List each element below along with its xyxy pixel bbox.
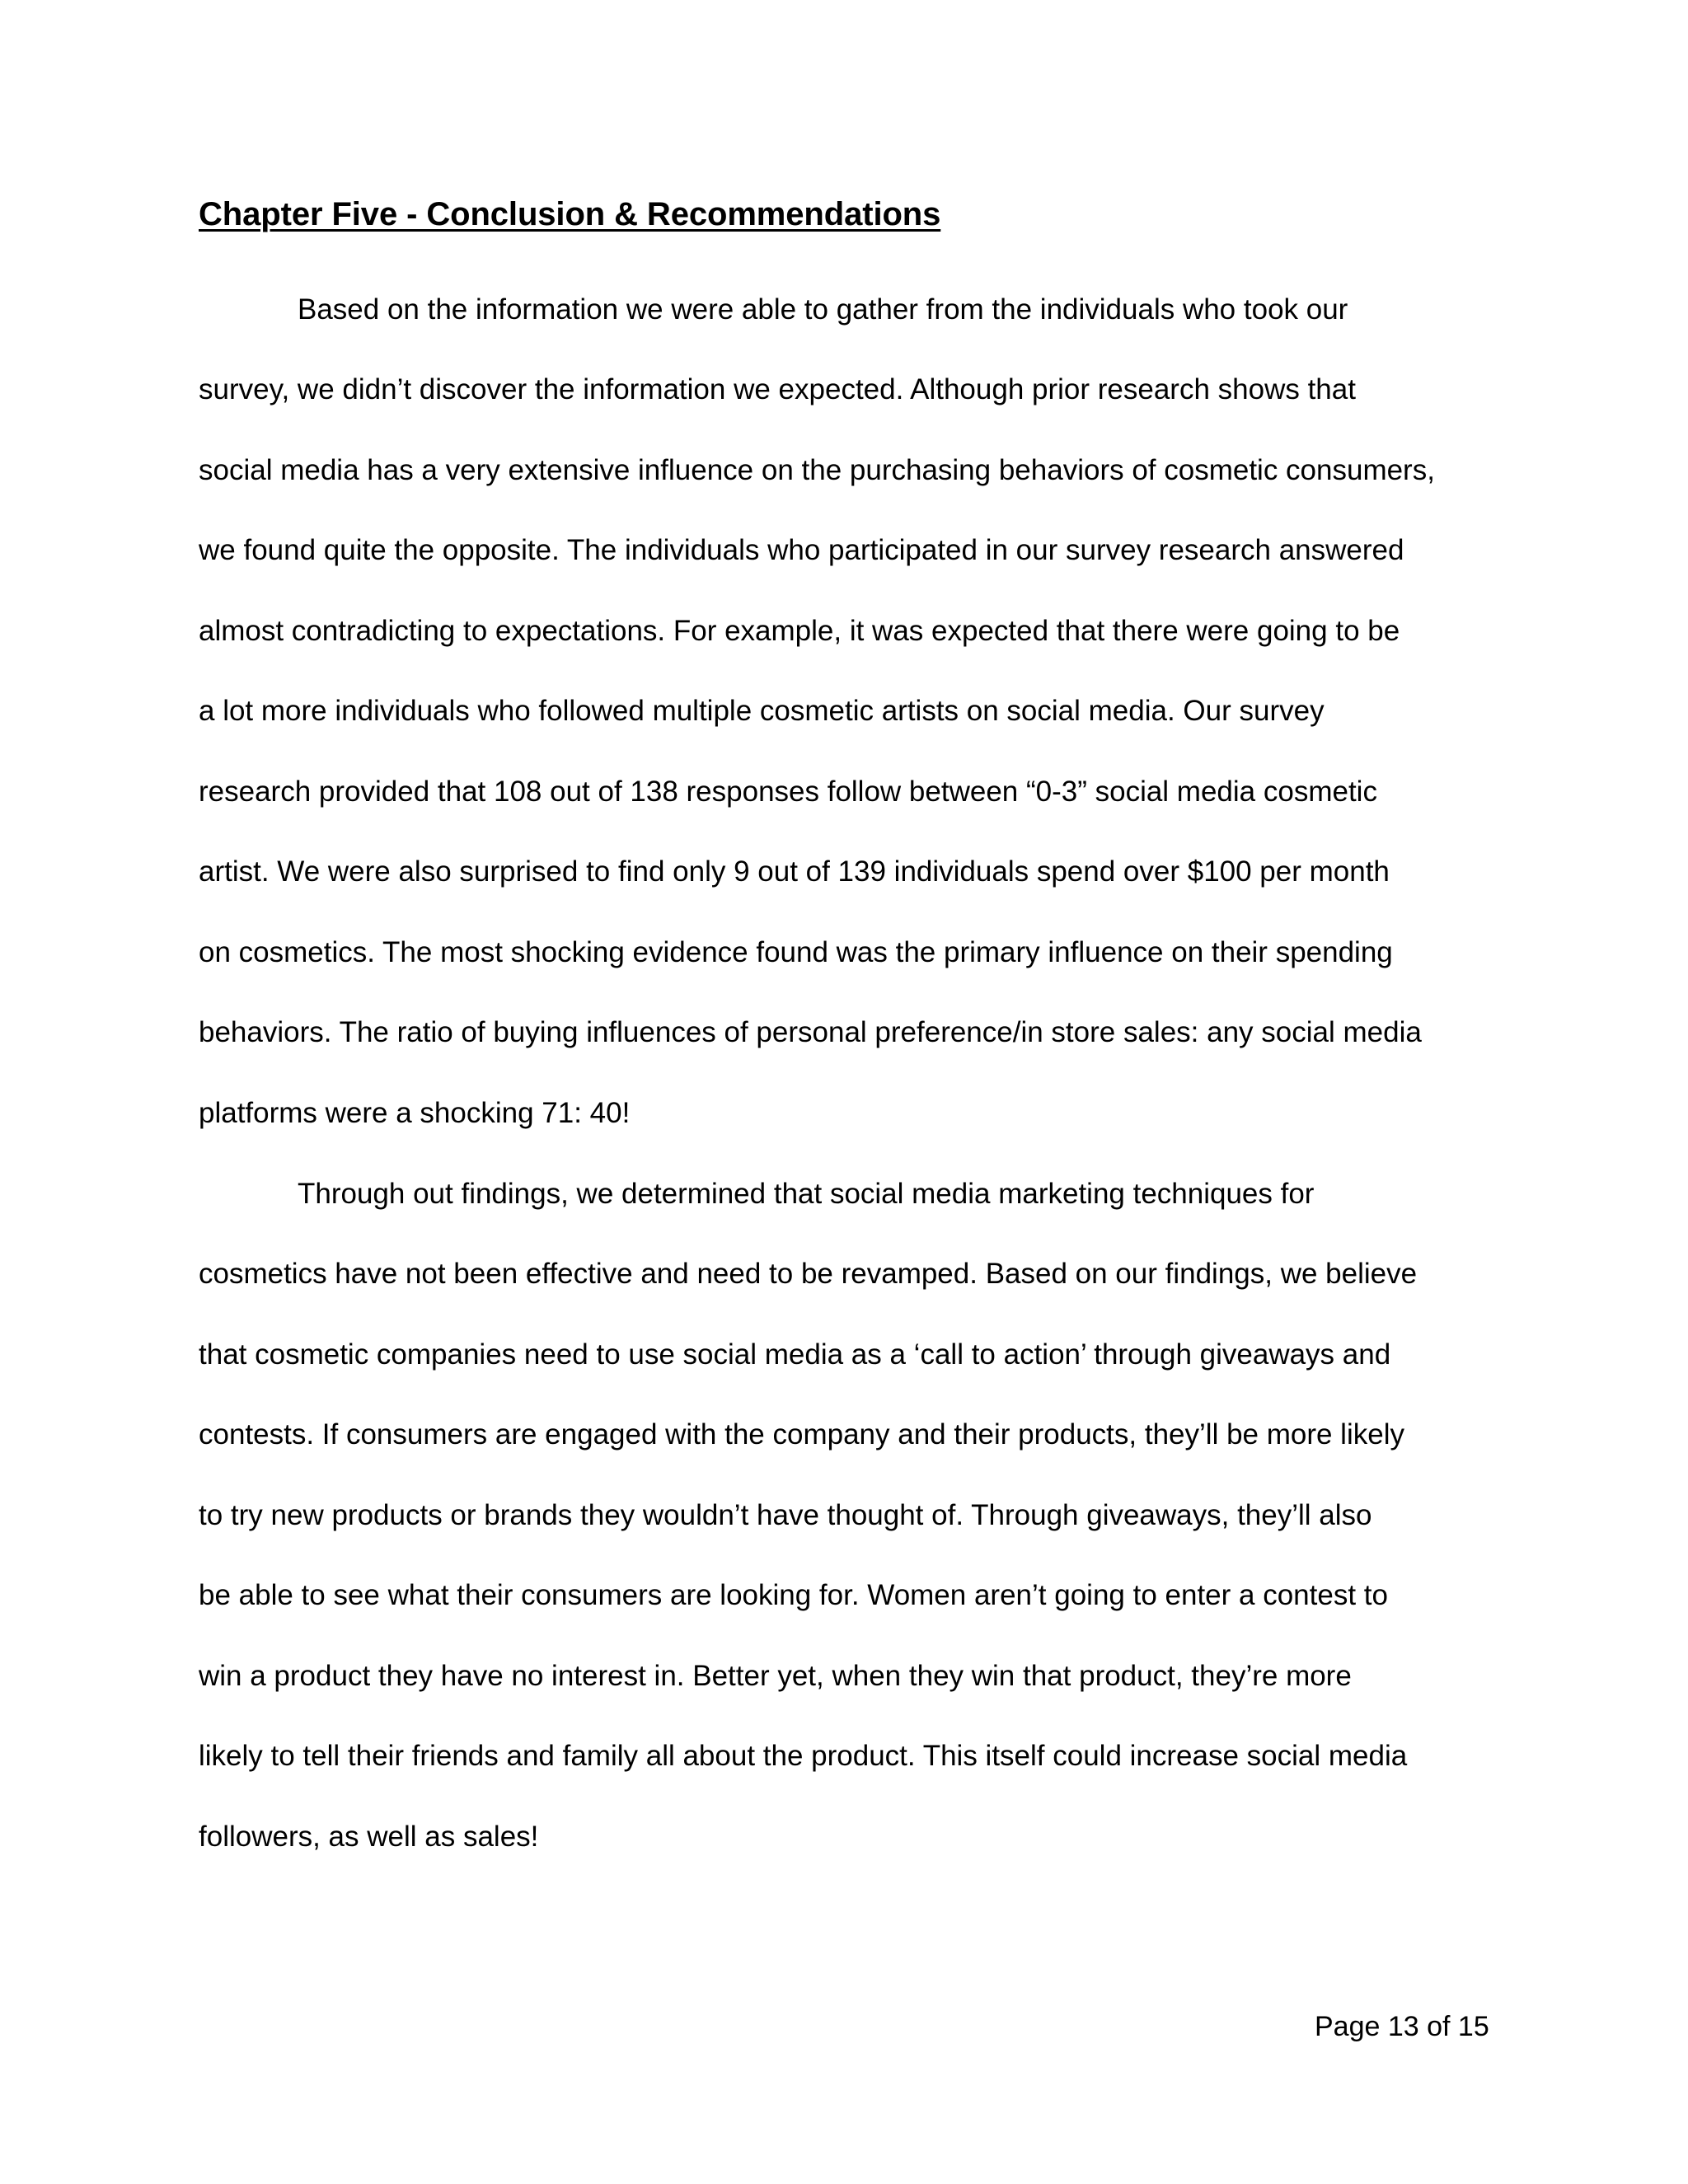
- paragraph-line: a lot more individuals who followed multiple cosmetic artists on social media. Our survey: [199, 695, 1325, 727]
- paragraph-line: on cosmetics. The most shocking evidence found was the primary influence on their spending: [199, 936, 1393, 968]
- chapter-heading: Chapter Five - Conclusion & Recommendations: [199, 196, 941, 232]
- paragraph-line: almost contradicting to expectations. For example, it was expected that there were going to be: [199, 615, 1400, 647]
- paragraph-line: to try new products or brands they wouldn’t have thought of. Through giveaways, they’ll also: [199, 1499, 1372, 1531]
- paragraph-line: that cosmetic companies need to use social media as a ‘call to action’ through giveaways and: [199, 1338, 1391, 1371]
- page-number: Page 13 of 15: [1315, 2011, 1489, 2042]
- paragraph-line: research provided that 108 out of 138 responses follow between “0-3” social media cosmetic: [199, 776, 1377, 808]
- paragraph-line: cosmetics have not been effective and need to be revamped. Based on our findings, we believe: [199, 1258, 1418, 1290]
- paragraph-line: we found quite the opposite. The individuals who participated in our survey research answered: [199, 534, 1404, 566]
- paragraph-line: platforms were a shocking 71: 40!: [199, 1097, 631, 1129]
- paragraph-line: artist. We were also surprised to find only 9 out of 139 individuals spend over $100 per month: [199, 855, 1390, 888]
- paragraph-line: likely to tell their friends and family all about the product. This itself could increase social media: [199, 1740, 1408, 1772]
- paragraph-line: followers, as well as sales!: [199, 1821, 539, 1853]
- paragraph-line: survey, we didn’t discover the information we expected. Although prior research shows that: [199, 373, 1356, 405]
- paragraph-line: be able to see what their consumers are looking for. Women aren’t going to enter a contest to: [199, 1579, 1388, 1611]
- paragraph-line: Through out findings, we determined that social media marketing techniques for: [298, 1178, 1315, 1210]
- paragraph-line: social media has a very extensive influence on the purchasing behaviors of cosmetic consumers,: [199, 454, 1435, 486]
- paragraph-line: Based on the information we were able to gather from the individuals who took our: [298, 293, 1348, 326]
- paragraph-line: win a product they have no interest in. Better yet, when they win that product, they’re more: [199, 1660, 1352, 1692]
- paragraph-line: contests. If consumers are engaged with the company and their products, they’ll be more likely: [199, 1418, 1404, 1451]
- paragraph-line: behaviors. The ratio of buying influences of personal preference/in store sales: any social media: [199, 1016, 1422, 1048]
